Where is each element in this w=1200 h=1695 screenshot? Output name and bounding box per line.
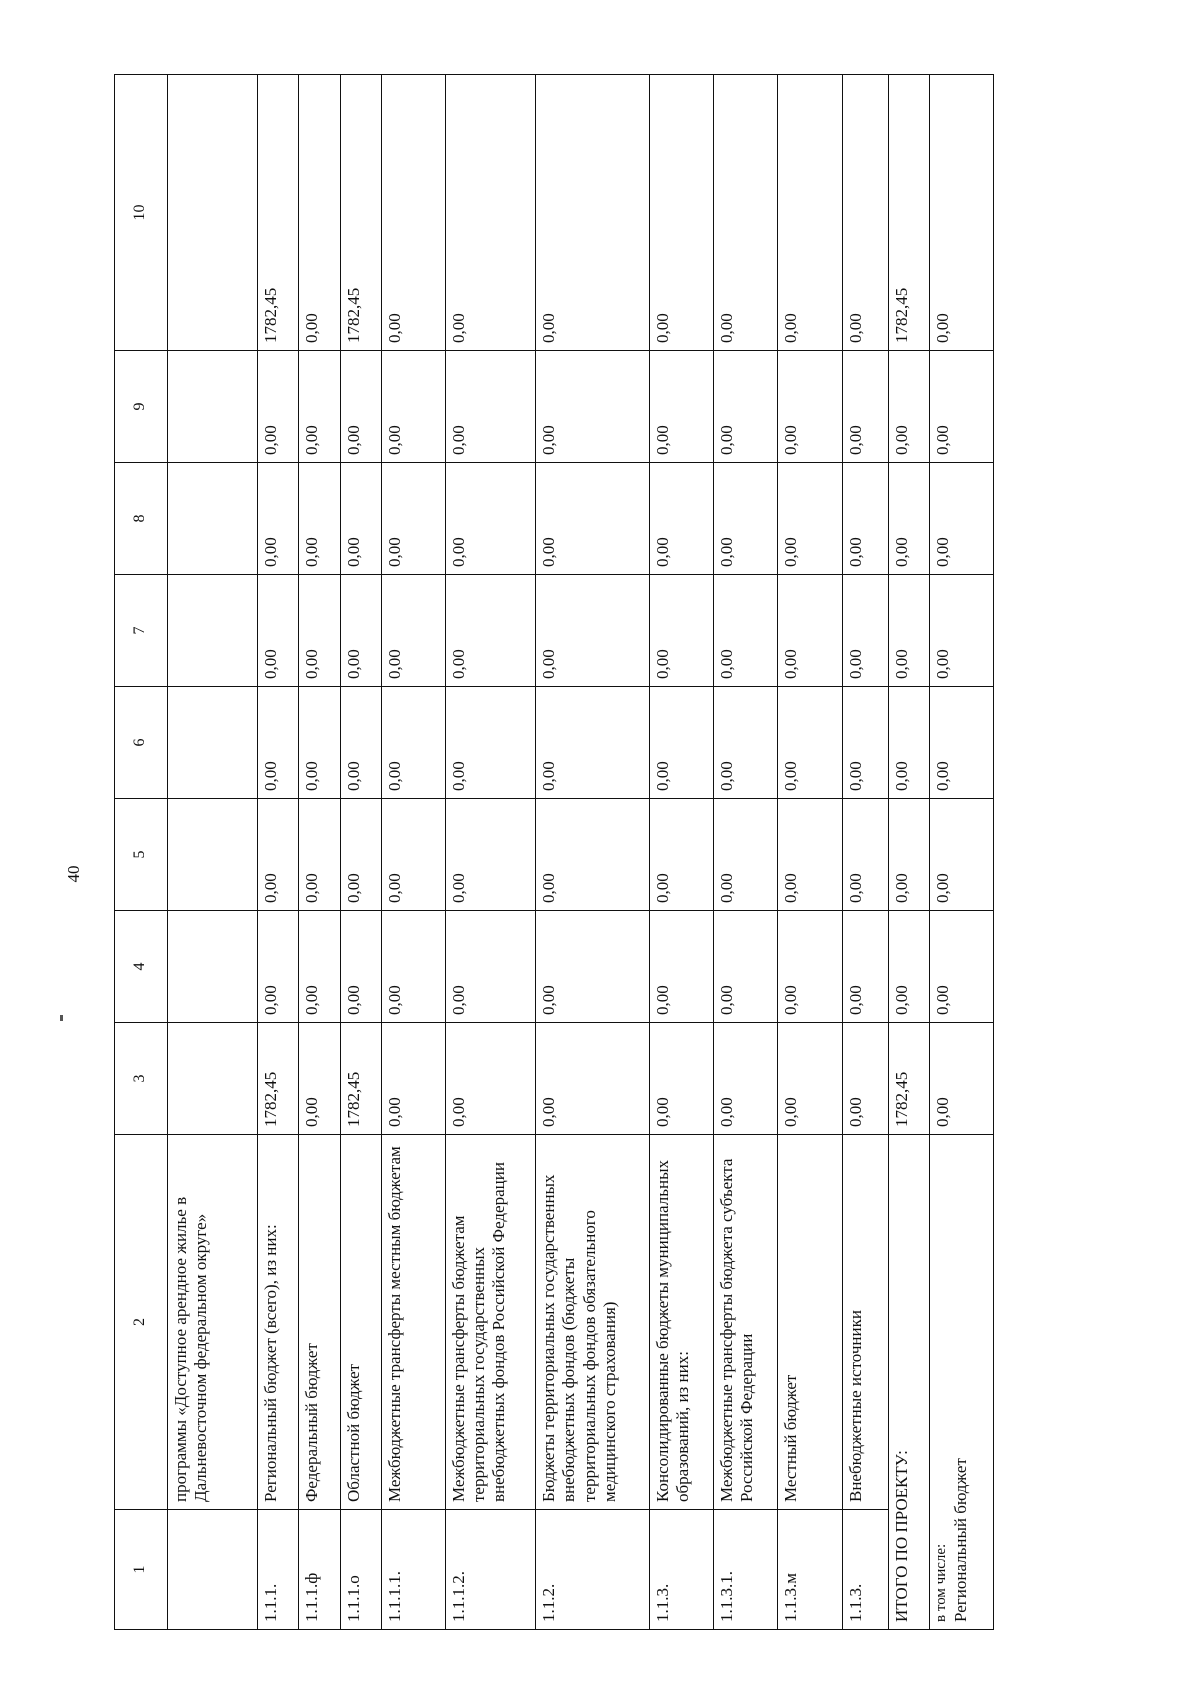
value-cell: 0,00 — [258, 351, 299, 463]
value-cell — [167, 1023, 258, 1135]
value-cell: 0,00 — [843, 463, 888, 575]
total-value: 0,00 — [888, 463, 929, 575]
table-row — [536, 75, 649, 1630]
value-cell — [167, 463, 258, 575]
total-value: 1782,45 — [888, 1023, 929, 1135]
subtotal-value: 0,00 — [930, 75, 994, 351]
budget-table — [114, 74, 994, 1630]
value-cell — [167, 75, 258, 351]
value-cell — [167, 687, 258, 799]
value-cell: 0,00 — [536, 687, 649, 799]
value-cell: 0,00 — [340, 911, 381, 1023]
value-cell: 0,00 — [777, 575, 843, 687]
column-header: 9 — [115, 351, 168, 463]
value-cell: 0,00 — [649, 463, 713, 575]
value-cell: 0,00 — [713, 575, 777, 687]
row-code: 1.1.1.2. — [445, 1510, 536, 1630]
column-header: 8 — [115, 463, 168, 575]
value-cell — [167, 575, 258, 687]
scan-speck — [60, 1015, 63, 1021]
value-cell: 0,00 — [445, 799, 536, 911]
value-cell: 0,00 — [649, 687, 713, 799]
value-cell: 0,00 — [843, 911, 888, 1023]
value-cell: 0,00 — [299, 75, 340, 351]
column-header: 2 — [115, 1135, 168, 1510]
value-cell: 0,00 — [340, 687, 381, 799]
column-header: 4 — [115, 911, 168, 1023]
value-cell: 0,00 — [649, 799, 713, 911]
value-cell: 0,00 — [299, 799, 340, 911]
total-value: 0,00 — [888, 799, 929, 911]
value-cell: 0,00 — [713, 75, 777, 351]
table-row — [713, 75, 777, 1630]
total-label: ИТОГО ПО ПРОЕКТУ: — [888, 1135, 929, 1630]
total-value: 0,00 — [888, 575, 929, 687]
value-cell: 0,00 — [536, 1023, 649, 1135]
subtotal-value: 0,00 — [930, 1023, 994, 1135]
value-cell: 0,00 — [299, 463, 340, 575]
value-cell: 0,00 — [381, 75, 445, 351]
column-header: 1 — [115, 1510, 168, 1630]
value-cell: 0,00 — [777, 463, 843, 575]
row-code: 1.1.1.о — [340, 1510, 381, 1630]
value-cell: 0,00 — [381, 799, 445, 911]
column-header: 3 — [115, 1023, 168, 1135]
row-label: Местный бюджет — [777, 1135, 843, 1510]
value-cell: 0,00 — [381, 1023, 445, 1135]
total-value: 1782,45 — [888, 75, 929, 351]
value-cell: 0,00 — [713, 799, 777, 911]
row-code — [167, 1510, 258, 1630]
value-cell: 0,00 — [843, 1023, 888, 1135]
table-row — [340, 75, 381, 1630]
subtotal-row — [930, 75, 994, 1630]
table-row — [445, 75, 536, 1630]
value-cell: 0,00 — [299, 911, 340, 1023]
value-cell: 0,00 — [713, 911, 777, 1023]
row-label: Межбюджетные трансферты местным бюджетам — [381, 1135, 445, 1510]
row-label: Консолидированные бюджеты муниципальных образований, из них: — [649, 1135, 713, 1510]
rotated-table-container — [114, 75, 994, 1630]
value-cell: 0,00 — [843, 75, 888, 351]
value-cell: 0,00 — [445, 911, 536, 1023]
value-cell — [167, 351, 258, 463]
value-cell: 0,00 — [843, 351, 888, 463]
value-cell: 0,00 — [381, 463, 445, 575]
value-cell: 0,00 — [299, 1023, 340, 1135]
value-cell: 0,00 — [649, 1023, 713, 1135]
value-cell: 0,00 — [536, 911, 649, 1023]
column-header: 5 — [115, 799, 168, 911]
table-row — [258, 75, 299, 1630]
value-cell: 0,00 — [445, 575, 536, 687]
value-cell: 0,00 — [299, 351, 340, 463]
value-cell: 0,00 — [258, 799, 299, 911]
column-header: 6 — [115, 687, 168, 799]
row-code: 1.1.3. — [649, 1510, 713, 1630]
value-cell: 0,00 — [340, 463, 381, 575]
value-cell: 0,00 — [713, 463, 777, 575]
row-code: 1.1.3. — [843, 1510, 888, 1630]
subtotal-value: 0,00 — [930, 575, 994, 687]
value-cell: 0,00 — [649, 911, 713, 1023]
value-cell — [167, 911, 258, 1023]
header-row — [115, 75, 168, 1630]
subtotal-value: 0,00 — [930, 463, 994, 575]
row-label: Региональный бюджет (всего), из них: — [258, 1135, 299, 1510]
value-cell: 0,00 — [536, 351, 649, 463]
value-cell: 0,00 — [381, 911, 445, 1023]
row-code: 1.1.2. — [536, 1510, 649, 1630]
value-cell: 0,00 — [843, 799, 888, 911]
table-row — [167, 75, 258, 1630]
table-body — [115, 75, 994, 1630]
subtotal-value: 0,00 — [930, 911, 994, 1023]
value-cell: 0,00 — [536, 799, 649, 911]
table-row — [649, 75, 713, 1630]
row-code: 1.1.3.1. — [713, 1510, 777, 1630]
value-cell: 0,00 — [381, 687, 445, 799]
table-row — [381, 75, 445, 1630]
value-cell: 0,00 — [445, 687, 536, 799]
value-cell: 0,00 — [843, 575, 888, 687]
value-cell: 0,00 — [340, 351, 381, 463]
value-cell: 0,00 — [258, 575, 299, 687]
subtotal-label-line1: в том числе: — [933, 1543, 949, 1622]
value-cell: 0,00 — [536, 463, 649, 575]
value-cell: 0,00 — [777, 911, 843, 1023]
value-cell: 0,00 — [299, 687, 340, 799]
value-cell: 0,00 — [381, 351, 445, 463]
subtotal-value: 0,00 — [930, 799, 994, 911]
value-cell: 0,00 — [536, 575, 649, 687]
value-cell: 1782,45 — [340, 75, 381, 351]
row-label: Межбюджетные трансферты бюджетам территориальных государственных внебюджетных фондов Российской Федерации — [445, 1135, 536, 1510]
value-cell: 0,00 — [649, 351, 713, 463]
row-label: Областной бюджет — [340, 1135, 381, 1510]
value-cell: 0,00 — [649, 75, 713, 351]
value-cell: 1782,45 — [340, 1023, 381, 1135]
value-cell: 0,00 — [445, 1023, 536, 1135]
column-header: 7 — [115, 575, 168, 687]
value-cell: 0,00 — [445, 351, 536, 463]
value-cell: 0,00 — [777, 687, 843, 799]
row-code: 1.1.1. — [258, 1510, 299, 1630]
row-label: программы «Доступное арендное жилье в Дальневосточном федеральном округе» — [167, 1135, 258, 1510]
value-cell: 0,00 — [340, 575, 381, 687]
value-cell: 0,00 — [340, 799, 381, 911]
value-cell: 0,00 — [536, 75, 649, 351]
value-cell: 0,00 — [445, 75, 536, 351]
value-cell: 0,00 — [777, 351, 843, 463]
row-code: 1.1.1.1. — [381, 1510, 445, 1630]
row-label: Бюджеты территориальных государственных внебюджетных фондов (бюджеты территориальных фондов обязательного медицинского страхования) — [536, 1135, 649, 1510]
subtotal-label — [930, 1135, 994, 1630]
subtotal-label-line2: Региональный бюджет — [950, 1458, 970, 1622]
value-cell: 0,00 — [713, 351, 777, 463]
row-code: 1.1.3.м — [777, 1510, 843, 1630]
total-value: 0,00 — [888, 911, 929, 1023]
value-cell: 0,00 — [258, 463, 299, 575]
value-cell: 0,00 — [777, 1023, 843, 1135]
value-cell: 0,00 — [777, 75, 843, 351]
row-label: Федеральный бюджет — [299, 1135, 340, 1510]
total-value: 0,00 — [888, 687, 929, 799]
total-value: 0,00 — [888, 351, 929, 463]
value-cell: 1782,45 — [258, 75, 299, 351]
value-cell: 0,00 — [299, 575, 340, 687]
row-label: Межбюджетные трансферты бюджета субъекта Российской Федерации — [713, 1135, 777, 1510]
table-row — [843, 75, 888, 1630]
table-row — [299, 75, 340, 1630]
value-cell — [167, 799, 258, 911]
value-cell: 0,00 — [713, 1023, 777, 1135]
value-cell: 0,00 — [258, 911, 299, 1023]
value-cell: 0,00 — [258, 687, 299, 799]
column-header: 10 — [115, 75, 168, 351]
value-cell: 1782,45 — [258, 1023, 299, 1135]
subtotal-value: 0,00 — [930, 687, 994, 799]
value-cell: 0,00 — [381, 575, 445, 687]
subtotal-value: 0,00 — [930, 351, 994, 463]
value-cell: 0,00 — [445, 463, 536, 575]
row-code: 1.1.1.ф — [299, 1510, 340, 1630]
value-cell: 0,00 — [843, 687, 888, 799]
table-row — [777, 75, 843, 1630]
total-row — [888, 75, 929, 1630]
page-number: 40 — [64, 865, 83, 883]
value-cell: 0,00 — [649, 575, 713, 687]
value-cell: 0,00 — [777, 799, 843, 911]
row-label: Внебюджетные источники — [843, 1135, 888, 1510]
value-cell: 0,00 — [713, 687, 777, 799]
